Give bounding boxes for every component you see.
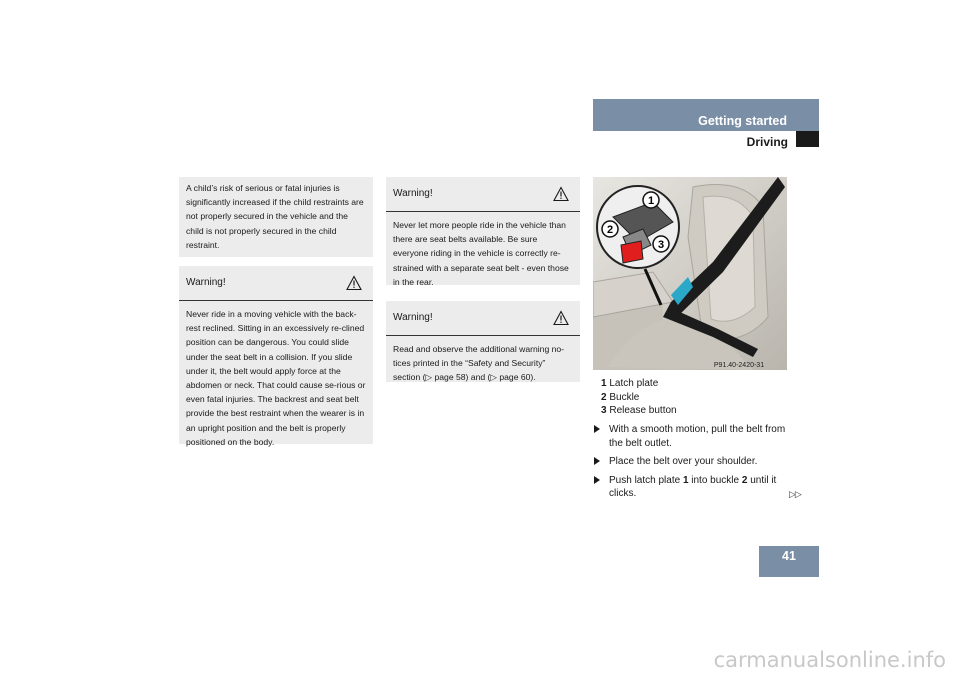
warning-title: Warning! [186, 276, 226, 288]
page-number: 41 [759, 546, 819, 577]
warning-box-additional [386, 301, 580, 382]
continued-arrows-icon: ▷▷ [789, 489, 801, 499]
callout-2: 2 [606, 224, 614, 236]
warning-box-reclined [179, 266, 373, 447]
warning-text: Never ride in a moving vehicle with the back-rest reclined. Sitting in an excessively re-clined position can be dangerous. You could slide under the seat belt in a collision. If you slide under it, the belt would apply force at the abdomen or neck. That could cause se-rious or even fatal injuries. The backrest and seat belt provide the best restraint when the wearer is in an upright position and the belt is properly positioned on the body. [186, 309, 366, 447]
legend-item: 1 Latch plate [601, 378, 659, 389]
warning-text: Read and observe the additional warning no-tices printed in the “Safety and Security” section (▷ page 58) and (▷ page 60). [393, 344, 565, 383]
seat-belt-drawing [593, 177, 787, 370]
warning-text: Never let more people ride in the vehicle than there are seat belts available. Be sure everyone riding in the vehicle is correctly re-strained with a separate seat belt - even those in the rear. [393, 220, 569, 287]
legend-item: 2 Buckle [601, 391, 640, 403]
warning-title: Warning! [393, 311, 433, 323]
warning-box-seats [386, 177, 580, 285]
legend-item: 3 Release button [601, 405, 677, 416]
warning-triangle-icon [553, 186, 569, 202]
warning-header [179, 266, 373, 301]
child-risk-note [179, 177, 373, 257]
bullet-triangle-icon [594, 425, 600, 433]
bullet-triangle-icon [594, 457, 600, 465]
warning-header [386, 301, 580, 336]
bullet-triangle-icon [594, 476, 600, 484]
warning-header [386, 177, 580, 212]
warning-triangle-icon [553, 310, 569, 326]
warning-title: Warning! [393, 187, 433, 199]
header-band [593, 99, 819, 131]
child-risk-text: A child’s risk of serious or fatal injuries is significantly increased if the child restraints are not properly secured in the vehicle and the child is not properly secured in the child restraint. [186, 183, 364, 250]
watermark: carmanualsonline.info [713, 648, 946, 672]
step-item: With a smooth motion, pull the belt from the belt outlet. [593, 423, 793, 450]
chapter-title: Getting started [698, 114, 787, 128]
section-title: Driving [746, 135, 788, 149]
warning-triangle-icon [346, 275, 362, 291]
figure-legend [601, 377, 677, 418]
step-item: Push latch plate 1 into buckle 2 until it clicks. [593, 474, 793, 501]
callout-1: 1 [647, 195, 655, 207]
figure-code: P91.40-2420-31 [713, 362, 765, 369]
section-marker [796, 131, 819, 147]
instruction-steps [593, 423, 793, 506]
callout-3: 3 [657, 239, 665, 251]
step-item: Place the belt over your shoulder. [593, 455, 793, 469]
seat-belt-illustration [593, 177, 787, 370]
